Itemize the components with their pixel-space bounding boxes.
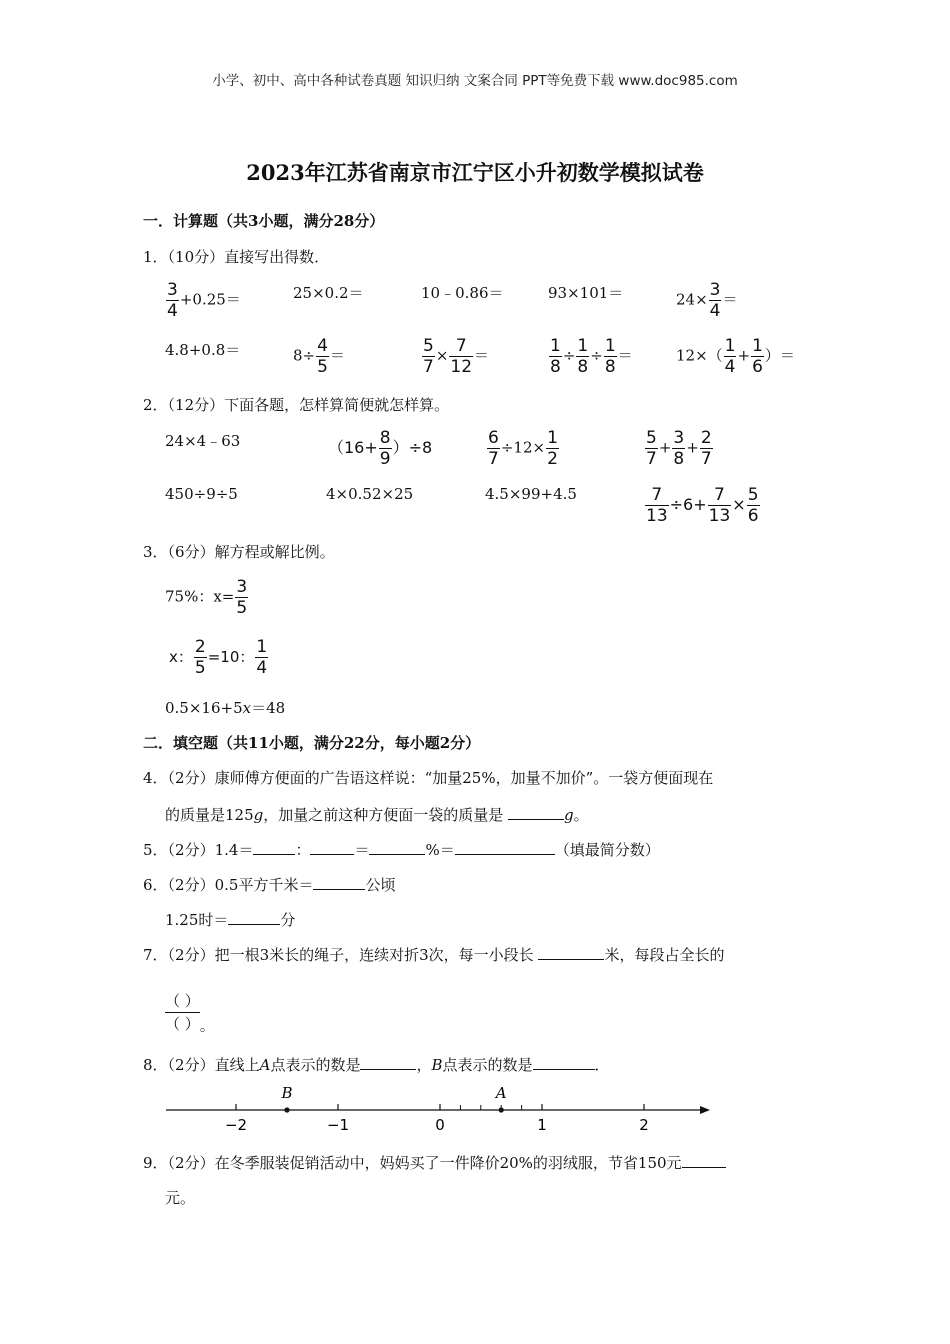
q2-r2-a: 450÷9÷5 (165, 485, 238, 503)
question-4-line-2: 的质量是125g，加量之前这种方便面一袋的质量是 g。 (165, 806, 589, 824)
question-6-line-2: 1.25时＝ 分 (165, 911, 296, 929)
q1-r1-b: 25×0.2＝ (293, 284, 364, 302)
question-5: 5．（2分）1.4＝ ： ＝ %＝ （填最简分数） (143, 841, 660, 859)
question-1-label: 1．（10分）直接写出得数． (143, 248, 330, 266)
q5-blank-4[interactable] (455, 840, 555, 855)
number-line-point-A (499, 1107, 504, 1112)
number-line-tick-label: 0 (435, 1116, 445, 1134)
q2-r1-a: 24×4﹣63 (165, 432, 241, 450)
q8-blank-b[interactable] (533, 1055, 595, 1070)
number-line (160, 1078, 720, 1134)
q1-r2-d: $\frac{1}{8}$ ÷ $\frac{1}{8}$ ÷ $\frac{1}{8}$ ＝ (550, 336, 633, 377)
number-line-tick-label: −1 (326, 1116, 350, 1134)
q3-equation-3: 0.5×16+5x＝48 (165, 699, 286, 717)
q1-r2-a: 4.8+0.8＝ (165, 341, 241, 359)
page-title: 2023年江苏省南京市江宁区小升初数学模拟试卷 (246, 160, 704, 185)
number-line-point-label: A (495, 1084, 507, 1102)
question-4-line-1: 4．（2分）康师傅方便面的广告语这样说：“加量25%，加量不加价”。一袋方便面现在 (143, 769, 714, 787)
question-9-line-1: 9．（2分）在冬季服装促销活动中，妈妈买了一件降价20%的羽绒服，节省150元 (143, 1152, 726, 1173)
number-line-tick-label: 1 (537, 1116, 547, 1134)
q1-r2-c: $\frac{5}{7}$ × $\frac{7}{12}$ ＝ (423, 336, 490, 377)
q2-r2-c: 4.5×99+4.5 (485, 485, 577, 503)
q6-blank-2[interactable] (228, 910, 280, 925)
q2-r2-b: 4×0.52×25 (326, 485, 414, 503)
section-heading-calculation: 一．计算题（共3小题，满分28分） (143, 212, 385, 230)
number-line-point-label: B (281, 1084, 293, 1102)
question-3-label: 3．（6分）解方程或解比例。 (143, 543, 335, 561)
q8-blank-a[interactable] (360, 1055, 416, 1070)
q5-blank-1[interactable] (253, 840, 295, 855)
q2-r1-c: $\frac{6}{7}$ ÷12× $\frac{1}{2}$ (488, 428, 558, 469)
q9-blank[interactable] (682, 1153, 726, 1168)
q2-r1-d: $\frac{5}{7}$ + $\frac{3}{8}$ + $\frac{2}{7}$ (646, 428, 712, 469)
q1-r2-e: 12×（ $\frac{1}{4}$ + $\frac{1}{6}$ ）＝ (676, 336, 795, 377)
q3-equation-1: 75%：x= $\frac{3}{5}$ (165, 577, 248, 618)
question-9-line-2: 元。 (165, 1189, 196, 1207)
q5-blank-2[interactable] (310, 840, 354, 855)
page-header: 小学、初中、高中各种试卷真题 知识归纳 文案合同 PPT等免费下载 www.doc985.com (212, 73, 738, 89)
number-line-tick-label: 2 (639, 1116, 649, 1134)
q5-blank-3[interactable] (369, 840, 425, 855)
q1-r1-c: 10﹣0.86＝ (421, 284, 504, 302)
number-line-arrow (700, 1106, 710, 1114)
question-8: 8．（2分）直线上A点表示的数是 ，B点表示的数是 ． (143, 1056, 610, 1074)
question-7-line-1: 7．（2分）把一根3米长的绳子，连续对折3次，每一小段长 米，每段占全长的 (143, 946, 725, 964)
q2-r1-b: （16+ $\frac{8}{9}$ ）÷8 (328, 428, 433, 469)
q4-answer-blank[interactable] (508, 805, 564, 820)
q2-r2-d: $\frac{7}{13}$ ÷6+ $\frac{7}{13}$ × $\frac{5}{6}$ (646, 485, 759, 526)
q3-equation-2: x： $\frac{2}{5}$ =10： $\frac{1}{4}$ (169, 637, 268, 678)
section-heading-fill-in: 二．填空题（共11小题，满分22分，每小题2分） (143, 734, 481, 752)
question-7-fraction-blank: （ ） （ ） 。 (165, 992, 215, 1035)
number-line-tick-label: −2 (224, 1116, 248, 1134)
q7-blank-denominator[interactable]: （ ） (165, 1015, 200, 1033)
q1-r1-e: 24× $\frac{3}{4}$ ＝ (676, 280, 738, 321)
q1-r1-a: $\frac{3}{4}$ +0.25＝ (167, 280, 241, 321)
q7-blank-1[interactable] (538, 945, 604, 960)
question-6-line-1: 6．（2分）0.5平方千米＝ 公顷 (143, 876, 396, 894)
number-line-point-B (284, 1107, 289, 1112)
q7-blank-numerator[interactable]: （ ） (165, 990, 200, 1013)
q1-r1-d: 93×101＝ (548, 284, 624, 302)
q6-blank-1[interactable] (313, 875, 365, 890)
q1-r2-b: 8÷ $\frac{4}{5}$ ＝ (293, 336, 345, 377)
question-2-label: 2．（12分）下面各题，怎样算简便就怎样算。 (143, 396, 450, 414)
